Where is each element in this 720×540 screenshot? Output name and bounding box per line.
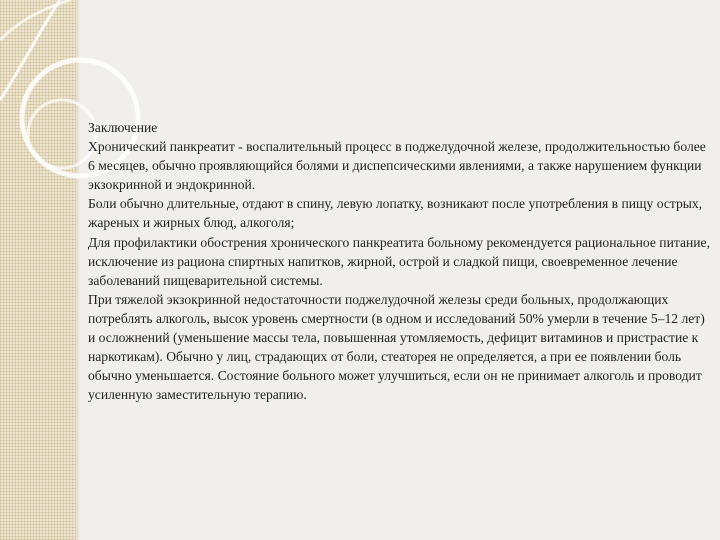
- paragraph-pain: Боли обычно длительные, отдают в спину, левую лопатку, возникают после употребления в пищу острых, жареных и жирных блюд, алкоголя;: [88, 196, 703, 231]
- paragraph-definition: Хронический панкреатит - воспалительный процесс в поджелудочной железе, продолжительностью более 6 месяцев, обычно проявляющийся болями и диспепсическими явлениями, а также нарушением функции экзокринной и эндокринной.: [88, 139, 706, 193]
- paragraph-prevention: Для профилактики обострения хронического панкреатита больному рекомендуется рациональное питание, исключение из рациона спиртных напитков, жирной, острой и сладкой пищи, своевременное лечение заболеваний пищеварительной системы.: [88, 234, 710, 288]
- slide-content: [88, 118, 714, 404]
- slide-heading: Заключение: [88, 120, 158, 135]
- paragraph-prognosis: При тяжелой экзокринной недостаточности поджелудочной железы среди больных, продолжающих потреблять алкоголь, высок уровень смертности (в одном и исследований 50% умерли в течение 5–12 лет) и осложнений (уменьшение массы тела, повышенная утомляемость, дефицит витаминов и пристрастие к наркотикам). Обычно у лиц, страдающих от боли, стеаторея не определяется, а при ее появлении боль обычно уменьшается. Состояние больного может улучшиться, если он не принимает алкоголь и проводит усиленную заместительную терапию.: [88, 291, 705, 403]
